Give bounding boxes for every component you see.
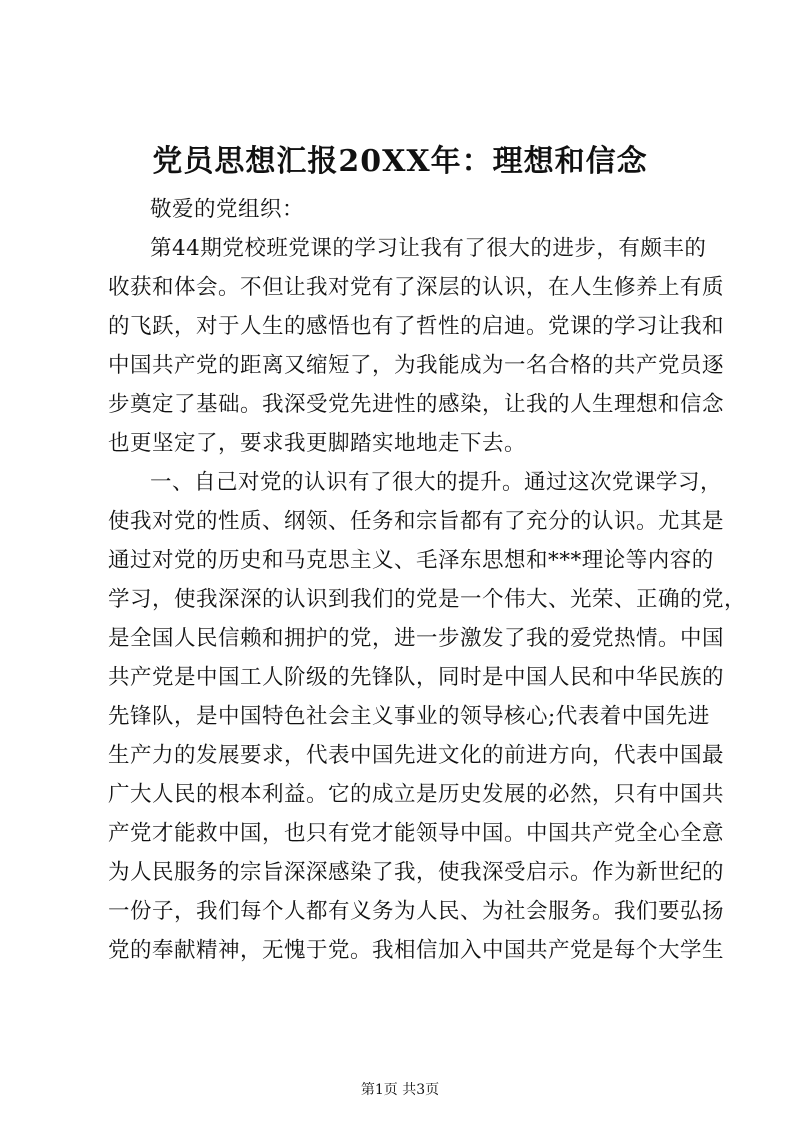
text-line: 中国共产党的距离又缩短了，为我能成为一名合格的共产党员逐 [108,353,725,378]
text-line: 也更坚定了，要求我更脚踏实地地走下去。 [108,431,527,456]
text-line: 是全国人民信赖和拥护的党，进一步激发了我的爱党热情。中国 [108,626,725,651]
text-line: 通过对党的历史和马克思主义、毛泽东思想和***理论等内容的 [108,548,714,573]
text-line: 收获和体会。不但让我对党有了深层的认识，在人生修养上有质 [108,275,725,300]
salutation: 敬爱的党组织： [150,197,305,222]
text-line: 一、自己对党的认识有了很大的提升。通过这次党课学习， [150,470,723,495]
text-line: 党的奉献精神，无愧于党。我相信加入中国共产党是每个大学生 [108,938,725,963]
text-line: 学习，使我深深的认识到我们的党是一个伟大、光荣、正确的党， [108,587,747,612]
text-line: 步奠定了基础。我深受党先进性的感染，让我的人生理想和信念 [108,392,725,417]
text-line: 的飞跃，对于人生的感悟也有了哲性的启迪。党课的学习让我和 [108,314,725,339]
document-body [108,190,747,970]
text-line: 第44期党校班党课的学习让我有了很大的进步，有颇丰的 [150,236,707,261]
text-line: 产党才能救中国，也只有党才能领导中国。中国共产党全心全意 [108,821,725,846]
text-line: 生产力的发展要求，代表中国先进文化的前进方向，代表中国最 [108,743,725,768]
text-line: 一份子，我们每个人都有义务为人民、为社会服务。我们要弘扬 [108,899,725,924]
document-title: 党员思想汇报20XX年：理想和信念 [152,144,648,179]
text-line: 共产党是中国工人阶级的先锋队，同时是中国人民和中华民族的 [108,665,725,690]
page-footer: 第1页 共3页 [360,1082,440,1098]
text-line: 使我对党的性质、纲领、任务和宗旨都有了充分的认识。尤其是 [108,509,725,534]
text-line: 为人民服务的宗旨深深感染了我，使我深受启示。作为新世纪的 [108,860,725,885]
text-line: 先锋队，是中国特色社会主义事业的领导核心;代表着中国先进 [108,704,710,729]
text-line: 广大人民的根本利益。它的成立是历史发展的必然，只有中国共 [108,782,725,807]
